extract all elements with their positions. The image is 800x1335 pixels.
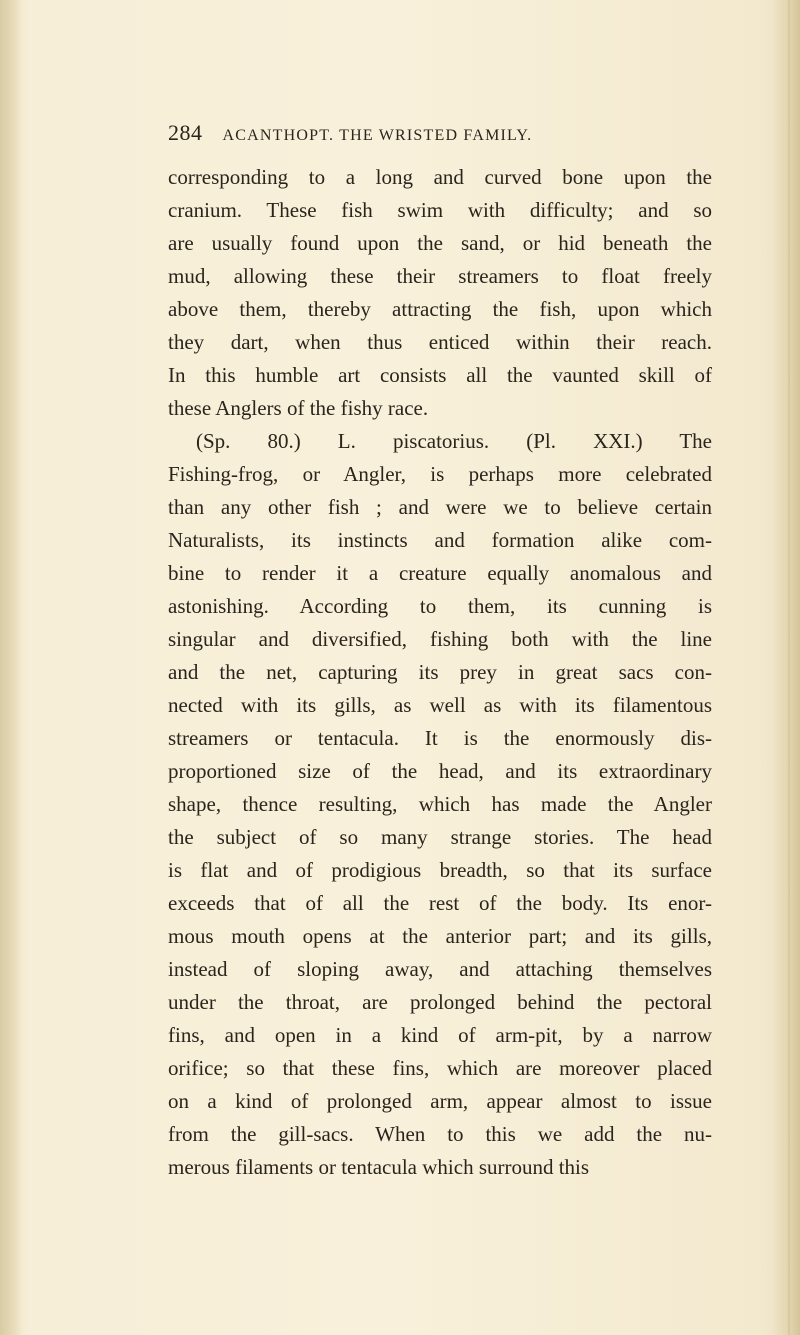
text-line: is flat and of prodigious breadth, so that its surface	[168, 858, 712, 882]
text-line: mous mouth opens at the anterior part; and its gills,	[168, 924, 712, 948]
text-line: above them, thereby attracting the fish, upon which	[168, 297, 712, 321]
text-line: exceeds that of all the rest of the body. Its enor-	[168, 891, 712, 915]
text-line: astonishing. According to them, its cunning is	[168, 594, 712, 618]
running-head: ACANTHOPT. THE WRISTED FAMILY.	[222, 127, 533, 144]
text-line: Naturalists, its instincts and formation alike com-	[168, 528, 712, 552]
text-line: they dart, when thus enticed within their reach.	[168, 330, 712, 354]
text-line: these Anglers of the fishy race.	[168, 396, 429, 420]
text-line: (Sp. 80.) L. piscatorius. (Pl. XXI.) The	[196, 429, 712, 453]
left-page-edge	[0, 0, 22, 1335]
text-line: streamers or tentacula. It is the enormously dis-	[168, 726, 712, 750]
text-line: fins, and open in a kind of arm-pit, by a narrow	[168, 1023, 712, 1047]
body-text	[168, 161, 712, 1184]
text-line: and the net, capturing its prey in great sacs con-	[168, 660, 712, 684]
text-line: singular and diversified, fishing both with the line	[168, 627, 712, 651]
text-line: on a kind of prolonged arm, appear almost to issue	[168, 1089, 712, 1113]
text-line: mud, allowing these their streamers to float freely	[168, 264, 712, 288]
text-line: instead of sloping away, and attaching themselves	[168, 957, 712, 981]
text-line: bine to render it a creature equally anomalous and	[168, 561, 712, 585]
text-line: cranium. These fish swim with difficulty; and so	[168, 198, 712, 222]
text-line: nected with its gills, as well as with its filamentous	[168, 693, 712, 717]
text-line: proportioned size of the head, and its extraordinary	[168, 759, 712, 783]
page-number: 284	[168, 120, 203, 145]
text-line: from the gill-sacs. When to this we add the nu-	[168, 1122, 712, 1146]
page-header	[168, 120, 688, 150]
text-line: under the throat, are prolonged behind the pectoral	[168, 990, 712, 1014]
text-line: shape, thence resulting, which has made the Angler	[168, 792, 712, 816]
text-line: corresponding to a long and curved bone upon the	[168, 165, 712, 189]
text-line: than any other fish ; and were we to believe certain	[168, 495, 712, 519]
right-page-edge	[772, 0, 800, 1335]
text-line: orifice; so that these fins, which are moreover placed	[168, 1056, 712, 1080]
right-margin-rule	[788, 0, 790, 1335]
text-line: are usually found upon the sand, or hid beneath the	[168, 231, 712, 255]
text-line: In this humble art consists all the vaunted skill of	[168, 363, 712, 387]
text-line: merous filaments or tentacula which surround this	[168, 1155, 590, 1179]
text-line: Fishing-frog, or Angler, is perhaps more celebrated	[168, 462, 712, 486]
text-line: the subject of so many strange stories. The head	[168, 825, 712, 849]
